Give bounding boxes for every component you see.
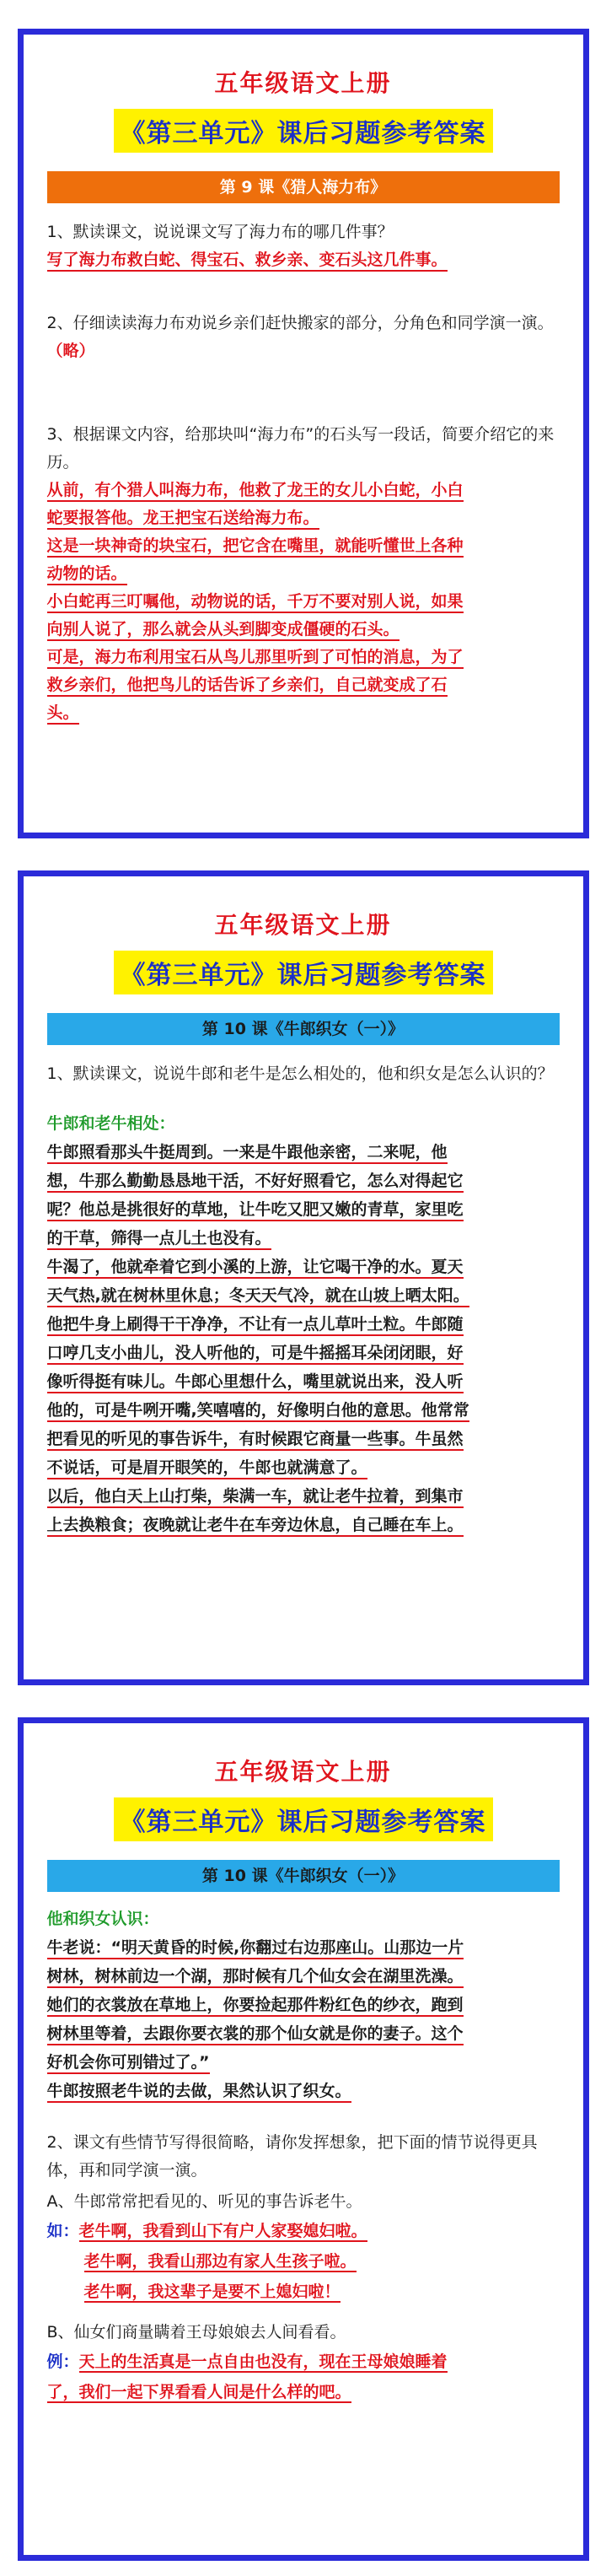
passage-line: 她们的衣裳放在草地上，你要捡起那件粉红色的纱衣，跑到 <box>47 1996 464 2017</box>
answer-line: 向别人说了，那么就会从头到脚变成僵硬的石头。 <box>47 620 400 641</box>
example-label: 如： <box>46 2222 79 2240</box>
passage-line: 呢？他总是挑很好的草地，让牛吃又肥又嫩的青草，家里吃 <box>47 1200 464 1221</box>
example-label: 例： <box>46 2352 79 2371</box>
example-text: 天上的生活真是一点自由也没有，现在王母娘娘睡着 <box>78 2352 448 2371</box>
unit-title: 《第三单元》课后习题参考答案 <box>114 951 493 994</box>
passage-line: 像听得挺有味儿。牛郎心里想什么，嘴里就说出来，没人听 <box>47 1372 464 1393</box>
passage-line: 树林里等着，去跟你要衣裳的那个仙女就是你的妻子。这个 <box>47 2024 464 2045</box>
section-heading: 他和织女认识： <box>46 1910 159 1928</box>
grade-title: 五年级语文上册 <box>214 1758 392 1786</box>
answer-line: 小白蛇再三叮嘱他，动物说的话，千万不要对别人说，如果 <box>47 592 464 613</box>
passage-line: 天气热,就在树林里休息；冬天天气冷，就在山坡上晒太阳。 <box>47 1286 469 1307</box>
question-1: 1、默读课文，说说课文写了海力布的哪几件事？ <box>46 223 394 241</box>
passage-line: 以后，他白天上山打柴，柴满一车，就让老牛拉着，到集市 <box>47 1487 464 1508</box>
question-2a: A、牛郎常常把看见的、听见的事告诉老牛。 <box>46 2192 362 2211</box>
question-2: 2、仔细读读海力布劝说乡亲们赶快搬家的部分，分角色和同学演一演。 <box>46 314 554 332</box>
passage-line: 他把牛身上刷得干干净净，不让有一点儿草叶土粒。牛郎随 <box>47 1315 464 1336</box>
passage-line: 牛郎按照老牛说的去做，果然认识了织女。 <box>47 2082 351 2103</box>
example-a-2 <box>47 2246 560 2277</box>
passage-line: 上去换粮食；夜晚就让老牛在车旁边休息，自己睡在车上。 <box>47 1516 464 1537</box>
answer-line: 蛇要报答他。龙王把宝石送给海力布。 <box>47 509 319 530</box>
lesson-banner: 第 10 课《牛郎织女（一）》 <box>47 1013 560 1045</box>
answer-2: （略） <box>46 342 95 360</box>
passage-line: 他的，可是牛咧开嘴,笑嘻嘻的，好像明白他的意思。他常常 <box>47 1401 469 1422</box>
passage-line: 树林，树林前边一个湖，那时候有几个仙女会在湖里洗澡。 <box>47 1967 464 1988</box>
question-1: 1、默读课文，说说牛郎和老牛是怎么相处的，他和织女是怎么认识的？ <box>46 1064 554 1083</box>
passage-line: 牛老说：“明天黄昏的时候,你翻过右边那座山。山那边一片 <box>47 1938 464 1959</box>
question-3: 3、根据课文内容，给那块叫“海力布”的石头写一段话，简要介绍它的来历。 <box>46 425 555 472</box>
answer-card-3 <box>18 1717 589 2561</box>
answer-line: 这是一块神奇的块宝石，把它含在嘴里，就能听懂世上各种 <box>47 536 464 558</box>
answer-1: 写了海力布救白蛇、得宝石、救乡亲、变石头这几件事。 <box>47 251 448 272</box>
example-a-1 <box>47 2216 560 2246</box>
passage-line: 不说话，可是眉开眼笑的，牛郎也就满意了。 <box>47 1458 367 1479</box>
passage-line: 想，牛那么勤勤恳恳地干活，不好好照看它，怎么对得起它 <box>47 1172 464 1193</box>
example-a-3 <box>47 2277 560 2307</box>
passage-line: 把看见的听见的事告诉牛，有时候跟它商量一些事。牛虽然 <box>47 1430 464 1451</box>
answer-card-1 <box>18 29 589 838</box>
answer-card-2 <box>18 870 589 1685</box>
passage-line: 牛郎照看那头牛挺周到。一来是牛跟他亲密，二来呢，他 <box>47 1143 448 1164</box>
example-text: 老牛啊，我这辈子是要不上媳妇啦！ <box>83 2282 341 2301</box>
answer-passage <box>47 1138 560 1539</box>
passage-line: 的干草，筛得一点儿土也没有。 <box>47 1229 271 1250</box>
grade-title: 五年级语文上册 <box>214 69 392 97</box>
grade-title: 五年级语文上册 <box>214 911 392 939</box>
unit-title: 《第三单元》课后习题参考答案 <box>114 109 493 153</box>
lesson-banner: 第 9 课《猎人海力布》 <box>47 171 560 203</box>
example-text: 老牛啊，我看山那边有家人生孩子啦。 <box>83 2252 357 2271</box>
passage-line: 牛渴了，他就牵着它到小溪的上游，让它喝干净的水。夏天 <box>47 1258 464 1279</box>
question-2: 2、课文有些情节写得很简略，请你发挥想象，把下面的情节说得更具体，再和同学演一演。 <box>46 2133 538 2180</box>
example-b-2 <box>47 2377 560 2407</box>
answer-passage <box>47 1933 560 2105</box>
answer-3 <box>47 477 560 727</box>
answer-line: 可是，海力布利用宝石从鸟儿那里听到了可怕的消息，为了 <box>47 648 464 669</box>
answer-line: 救乡亲们，他把鸟儿的话告诉了乡亲们，自己就变成了石 <box>47 676 448 697</box>
passage-line: 口哼几支小曲儿，没人听他的，可是牛摇摇耳朵闭闭眼，好 <box>47 1344 464 1365</box>
example-text: 老牛啊，我看到山下有户人家娶媳妇啦。 <box>78 2222 367 2240</box>
example-b-1 <box>47 2347 560 2377</box>
passage-line: 好机会你可别错过了。” <box>47 2053 210 2074</box>
question-2b: B、仙女们商量瞒着王母娘娘去人间看看。 <box>46 2323 346 2342</box>
section-heading: 牛郎和老牛相处： <box>46 1114 175 1133</box>
answer-line: 动物的话。 <box>47 564 127 585</box>
example-text: 了，我们一起下界看看人间是什么样的吧。 <box>46 2383 351 2401</box>
answer-line: 从前，有个猎人叫海力布，他救了龙王的女儿小白蛇，小白 <box>47 481 464 502</box>
lesson-banner: 第 10 课《牛郎织女（一）》 <box>47 1860 560 1892</box>
unit-title: 《第三单元》课后习题参考答案 <box>114 1797 493 1841</box>
answer-line: 头。 <box>47 703 79 725</box>
